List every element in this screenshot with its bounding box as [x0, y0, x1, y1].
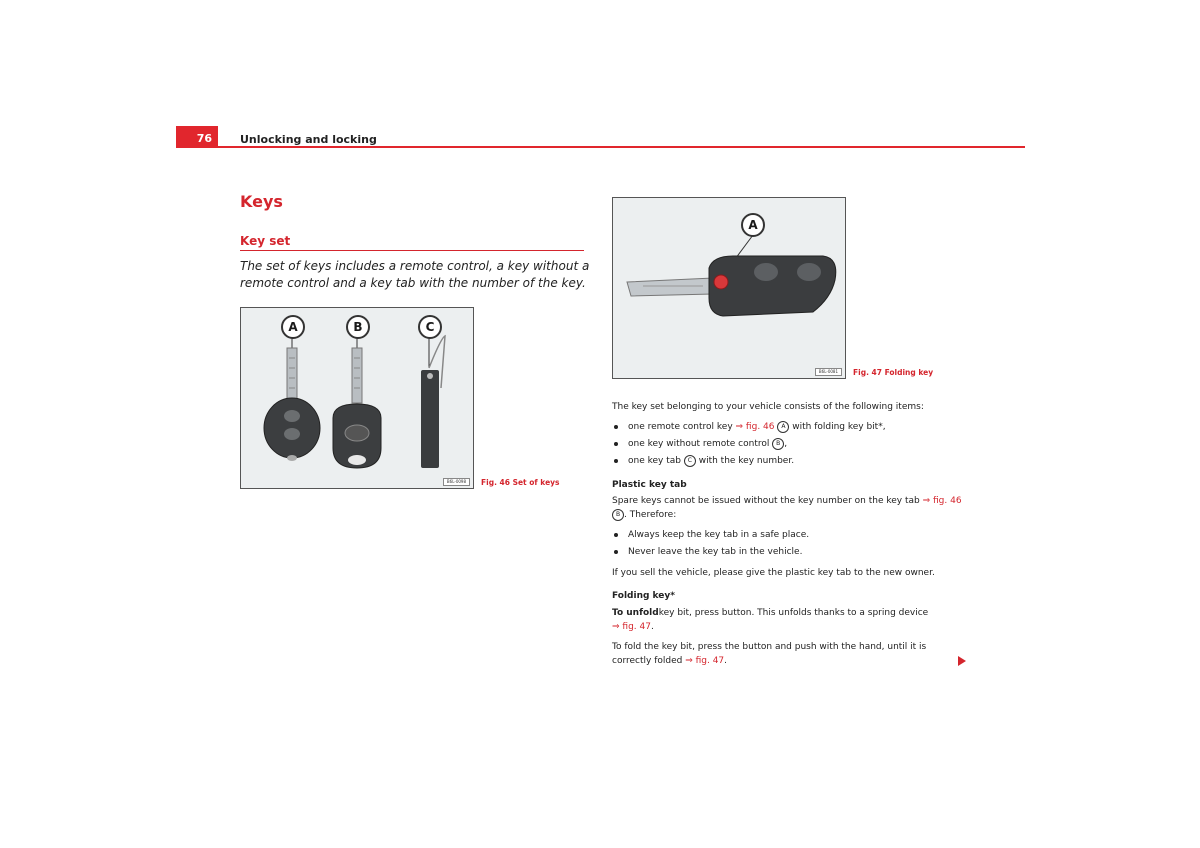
- paragraph-text: Spare keys cannot be issued without the key number on the key tab: [612, 496, 923, 506]
- folding-key-heading: Folding key*: [612, 591, 675, 601]
- figure-46-caption: Fig. 46 Set of keys: [481, 478, 560, 487]
- key-set-intro: The key set belonging to your vehicle consists of the following items:: [612, 402, 924, 412]
- callout-a: A: [281, 315, 305, 339]
- figure-47-caption: Fig. 47 Folding key: [853, 368, 934, 377]
- item-text: one remote control key: [628, 422, 736, 432]
- list-item: Always keep the key tab in a safe place.: [628, 528, 968, 542]
- next-page-arrow-icon[interactable]: [958, 656, 966, 666]
- list-item: [628, 454, 968, 468]
- paragraph-text: .: [650, 622, 654, 632]
- header-rule: [218, 146, 1025, 148]
- paragraph-text: . Therefore:: [624, 510, 677, 520]
- subtitle-rule: [240, 250, 584, 251]
- section-title: Keys: [240, 192, 283, 211]
- intro-text: The set of keys includes a remote control, a key without a remote control and a key tab with the number of the key.: [240, 259, 590, 290]
- figure-code: B6L-0081: [815, 368, 842, 376]
- marker-b: B: [612, 509, 624, 521]
- item-text: with the key number.: [695, 456, 795, 466]
- figure-link[interactable]: ⇒ fig. 46: [922, 496, 962, 506]
- item-text: ,: [784, 439, 788, 449]
- callout-b: B: [346, 315, 370, 339]
- figure-46: [240, 307, 474, 489]
- fold-text: [612, 640, 932, 668]
- figure-47: [612, 197, 846, 379]
- plastic-key-text: [612, 494, 972, 522]
- section-subtitle: Key set: [240, 234, 291, 248]
- callout-c: C: [418, 315, 442, 339]
- page-number: 76: [196, 132, 212, 145]
- marker-a: A: [777, 421, 789, 433]
- paragraph-text: key bit, press button. This unfolds thanks to a spring device: [658, 608, 929, 618]
- callout-a: A: [741, 213, 765, 237]
- item-text: with folding key bit*,: [789, 422, 886, 432]
- item-text: one key without remote control: [628, 439, 773, 449]
- figure-link[interactable]: ⇒ fig. 47: [612, 622, 651, 632]
- list-item: [628, 437, 968, 451]
- folding-key-illustration: [613, 198, 845, 378]
- list-item: Never leave the key tab in the vehicle.: [628, 545, 968, 559]
- item-text: one key tab: [628, 456, 684, 466]
- unfold-text: [612, 606, 972, 634]
- unfold-label: To unfold: [612, 608, 659, 618]
- marker-c: C: [684, 455, 696, 467]
- figure-link[interactable]: ⇒ fig. 46: [735, 422, 775, 432]
- figure-link[interactable]: ⇒ fig. 47: [685, 656, 725, 666]
- list-item: [628, 420, 968, 434]
- paragraph-text: .: [724, 656, 728, 666]
- marker-b: B: [772, 438, 784, 450]
- sell-note: If you sell the vehicle, please give the plastic key tab to the new owner.: [612, 568, 935, 578]
- figure-code: B6L-0098: [443, 478, 470, 486]
- running-header: Unlocking and locking: [240, 133, 377, 146]
- paragraph-text: To fold the key bit, press the button and push with the hand, until it is correctly folded: [612, 642, 927, 666]
- plastic-key-heading: Plastic key tab: [612, 480, 687, 490]
